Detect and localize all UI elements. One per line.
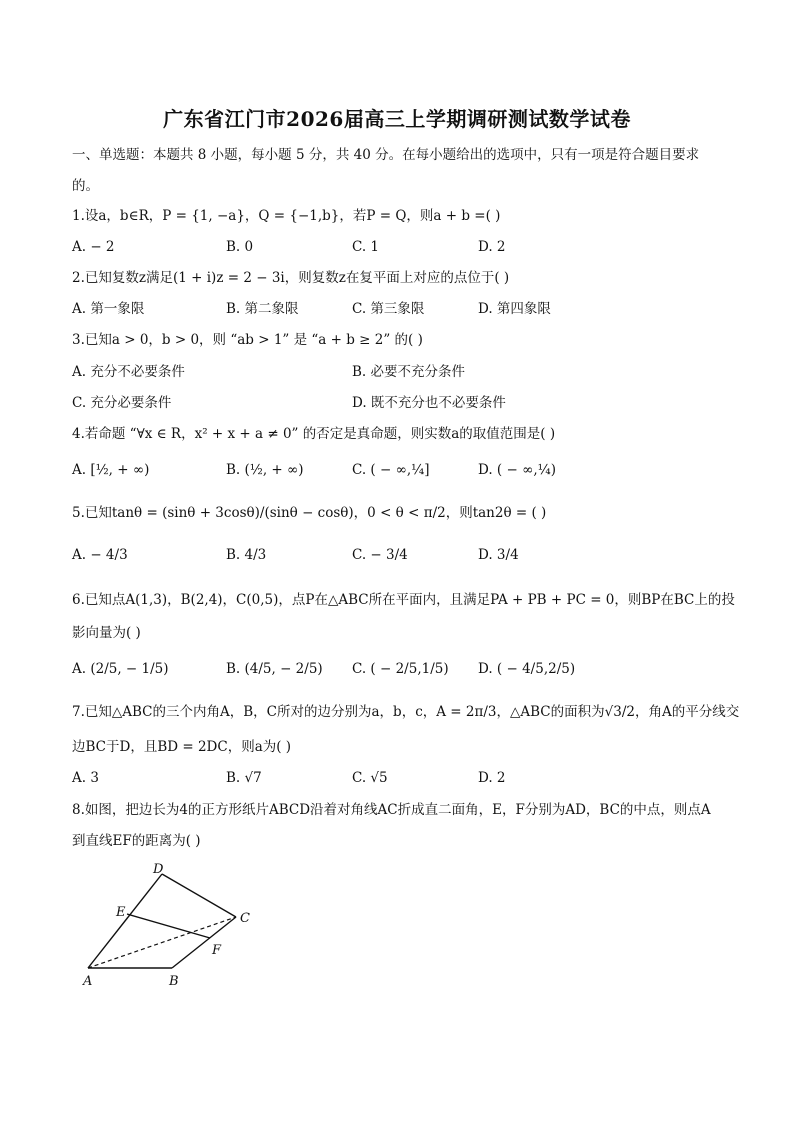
question-2-stem: 2.已知复数z满足(1 + i)z = 2 − 3i，则复数z在复平面上对应的点位于( ) <box>72 270 510 286</box>
question-6-stem-line-2: 影向量为( ) <box>72 625 141 641</box>
question-2-option-a: A. 第一象限 <box>72 301 145 317</box>
question-7-option-b: B. √7 <box>226 770 262 786</box>
section-header-line-2: 的。 <box>72 178 99 194</box>
label-b: B <box>169 974 179 989</box>
question-7-option-c: C. √5 <box>352 770 388 786</box>
question-3-option-d: D. 既不充分也不必要条件 <box>352 395 506 411</box>
label-c: C <box>240 911 250 926</box>
question-5-option-c: C. − 3/4 <box>352 547 408 563</box>
question-2-option-b: B. 第二象限 <box>226 301 299 317</box>
question-8-stem-line-1: 8.如图，把边长为4的正方形纸片ABCD沿着对角线AC折成直二面角，E，F分别为AD，BC的中点，则点A <box>72 802 711 818</box>
page-title: 广东省江门市2026届高三上学期调研测试数学试卷 <box>163 107 631 131</box>
segment-e-f <box>127 914 210 938</box>
question-4-option-a: A. [½, + ∞) <box>72 462 150 478</box>
question-2-option-c: C. 第三象限 <box>352 301 425 317</box>
question-4-option-c: C. ( − ∞,¼] <box>352 462 430 478</box>
folded-square-figure <box>72 862 272 992</box>
question-2-option-d: D. 第四象限 <box>478 301 551 317</box>
question-4-stem: 4.若命题 “∀x ∈ R，x² + x + a ≠ 0” 的否定是真命题，则实数a的取值范围是( ) <box>72 426 556 442</box>
question-3-option-b: B. 必要不充分条件 <box>352 364 466 380</box>
question-1-option-b: B. 0 <box>226 239 254 255</box>
label-e: E <box>116 905 126 920</box>
question-1-option-d: D. 2 <box>478 239 506 255</box>
question-4-option-d: D. ( − ∞,¼) <box>478 462 556 478</box>
question-5-stem: 5.已知tanθ = (sinθ + 3cosθ)/(sinθ − cosθ)，0 < θ < π/2，则tan2θ = ( ) <box>72 505 547 521</box>
question-6-option-d: D. ( − 4/5,2/5) <box>478 661 576 677</box>
question-6-stem-line-1: 6.已知点A(1,3)，B(2,4)，C(0,5)，点P在△ABC所在平面内，且满足PA + PB + PC = 0，则BP在BC上的投 <box>72 592 735 608</box>
edge-c-b <box>172 917 236 968</box>
question-5-option-b: B. 4/3 <box>226 547 267 563</box>
question-7-stem-line-1: 7.已知△ABC的三个内角A，B，C所对的边分别为a，b，c，A = 2π/3，△ABC的面积为√3/2，角A的平分线交 <box>72 704 740 720</box>
label-d: D <box>153 862 164 877</box>
section-header-line-1: 一、单选题：本题共 8 小题，每小题 5 分，共 40 分。在每小题给出的选项中，只有一项是符合题目要求 <box>72 147 700 163</box>
question-7-stem-line-2: 边BC于D，且BD = 2DC，则a为( ) <box>72 739 292 755</box>
question-7-option-d: D. 2 <box>478 770 506 786</box>
question-3-option-c: C. 充分必要条件 <box>72 395 172 411</box>
question-3-option-a: A. 充分不必要条件 <box>72 364 185 380</box>
question-3-stem: 3.已知a > 0，b > 0，则 “ab > 1” 是 “a + b ≥ 2” 的( ) <box>72 332 423 348</box>
question-8-stem-line-2: 到直线EF的距离为( ) <box>72 833 201 849</box>
question-7-option-a: A. 3 <box>72 770 99 786</box>
question-6-option-c: C. ( − 2/5,1/5) <box>352 661 449 677</box>
question-5-option-a: A. − 4/3 <box>72 547 128 563</box>
question-6-option-a: A. (2/5, − 1/5) <box>72 661 169 677</box>
question-1-option-c: C. 1 <box>352 239 380 255</box>
question-1-stem: 1.设a，b∈R，P = {1, −a}，Q = {−1,b}，若P = Q，则a + b =( ) <box>72 208 501 224</box>
question-6-option-b: B. (4/5, − 2/5) <box>226 661 323 677</box>
label-f: F <box>212 943 222 958</box>
question-1-option-a: A. − 2 <box>72 239 115 255</box>
question-4-option-b: B. (½, + ∞) <box>226 462 304 478</box>
question-5-option-d: D. 3/4 <box>478 547 519 563</box>
label-a: A <box>83 974 93 989</box>
edge-d-c <box>162 874 236 917</box>
